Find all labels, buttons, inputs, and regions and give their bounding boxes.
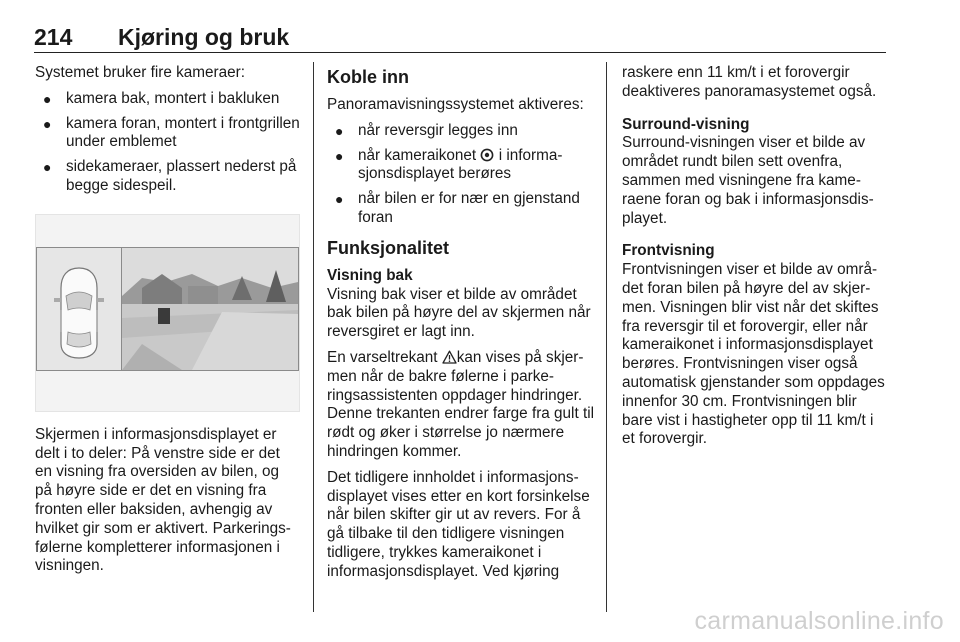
column-2 <box>327 64 595 589</box>
activation-intro: Panoramavisningssystemet aktiveres: <box>327 96 584 113</box>
list-item: ● kamera foran, montert i frontgrillen under emblemet <box>43 114 300 151</box>
activation-list <box>327 122 595 228</box>
column-3 <box>622 64 890 456</box>
bullet-icon: ● <box>43 90 52 107</box>
revert-display-paragraph: Det tidligere innholdet i informasjonsdisplayet vises etter en kort forsinkelse når bilen skifter gir ut av revers. For å gå tilbake til den tidligere visningen tidligere, trykkes kameraikonet i informasjonsdisplayet. Ved kjøring <box>327 468 590 580</box>
list-item: ● sidekameraer, plassert nederst på begge sidespeil. <box>43 158 297 194</box>
bullet-icon: ● <box>335 147 344 164</box>
bullet-icon: ● <box>43 159 52 176</box>
surround-view-description: Surround-visningen viser et bilde av området rundt bilen sett ovenfra, sammen med visningene fra kameraene foran og bak i informasjonsdisplayet. <box>622 134 874 227</box>
driveway-scene-image <box>122 248 298 370</box>
subheading-surround-view: Surround-visning <box>622 115 750 133</box>
bullet-icon: ● <box>335 122 344 139</box>
camera-list <box>35 90 300 196</box>
column-divider-1 <box>313 62 314 612</box>
warning-triangle-paragraph: En varseltrekant kan vises på skjermen når de bakre følerne i parkeringsassistenten oppdager hindringer. Denne trekanten endrer farge fra gult til rødt og øker i størrelse jo nærmere hindringen kommer. <box>327 348 595 460</box>
list-item: ● kamera bak, montert i bakluken <box>43 89 280 107</box>
page-number: 214 <box>34 24 73 50</box>
camera-icon <box>480 148 494 162</box>
chapter-title: Kjøring og bruk <box>118 24 290 50</box>
subheading-rear-view: Visning bak <box>327 266 413 284</box>
rear-camera-view <box>122 248 298 370</box>
subheading-front-view: Frontvisning <box>622 242 715 260</box>
bullet-icon: ● <box>43 115 52 132</box>
section-heading-activation: Koble inn <box>327 67 409 87</box>
list-item: ● når reversgir legges inn <box>335 121 518 139</box>
site-watermark: carmanualsonline.info <box>694 607 944 635</box>
intro-text: Systemet bruker fire kameraer: <box>35 64 245 81</box>
list-item: ● når bilen er for nær en gjenstand foran <box>335 190 580 226</box>
section-heading-functionality: Funksjonalitet <box>327 237 450 258</box>
list-item: ● når kameraikonet i informasjonsdisplayet berøres <box>335 146 563 183</box>
page-header <box>34 10 886 53</box>
deactivation-text: raskere enn 11 km/t i et forovergir deaktiveres panoramasystemet også. <box>622 64 877 100</box>
column-divider-2 <box>606 62 607 612</box>
panorama-display-figure <box>35 214 300 412</box>
top-view-panel <box>37 248 122 370</box>
display-screen <box>36 247 299 371</box>
rear-view-description: Visning bak viser et bilde av området bak bilen på høyre del av skjermen når reversgiret er lagt inn. <box>327 285 591 341</box>
warning-triangle-icon <box>442 350 457 364</box>
front-view-description: Frontvisningen viser et bilde av området foran bilen på høyre del av skjermen. Visningen blir vist når det skiftes fra reversgir til et forovergir, eller når kameraikonet i informasjonsdisplayet berøres. Frontvisningen viser også automatisk gjenstander som oppdages innenfor 30 cm. Frontvisningen blir bare vist i hastigheter opp til 11 km/t i et forovergir. <box>622 261 885 448</box>
column-1 <box>35 64 300 583</box>
display-description: Skjermen i informasjonsdisplayet er delt i to deler: På venstre side er det en visning fra oversiden av bilen, og på høyre side er det en visning fra fronten eller baksiden, avhengig av hvilket gir som er aktivert. Parkeringsfølerne kompletterer informasjonen i visningen. <box>35 425 291 575</box>
car-top-view-icon <box>37 248 121 370</box>
bullet-icon: ● <box>335 191 344 208</box>
